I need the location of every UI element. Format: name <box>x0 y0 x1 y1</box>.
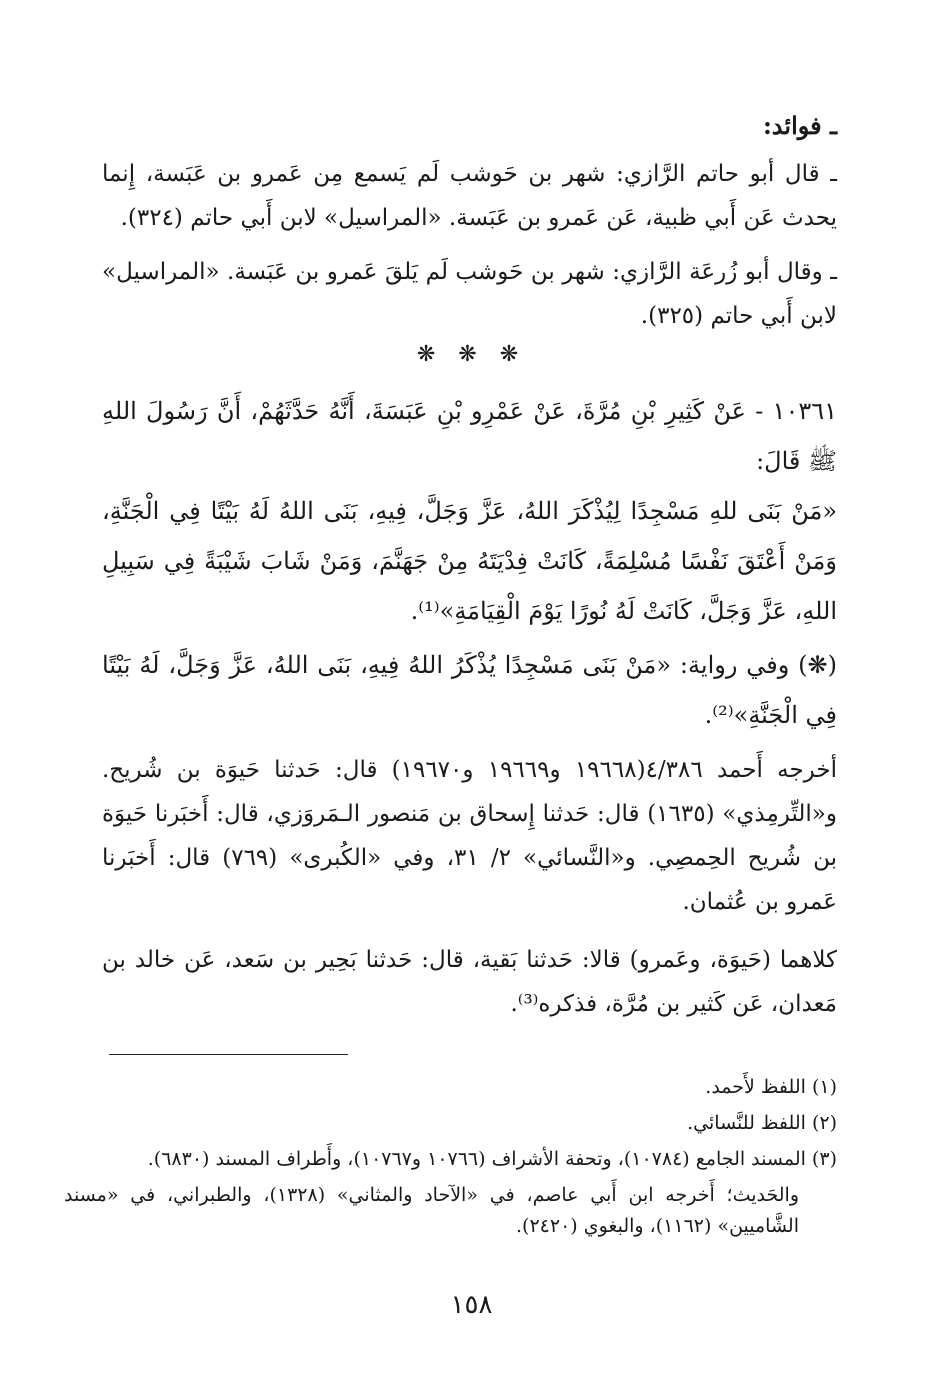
takhrij-chain-paragraph: كلاهما (حَيوَة، وعَمرو) قالا: حَدثنا بَقية، قال: حَدثنا بَحِير بن سَعد، عَن خالد بن مَعدان، عَن كَثير بن مُرَّة، فذكره⁽³⁾. <box>102 947 837 1017</box>
footnote-2: (٢) اللفظ للنَّسائي. <box>687 1112 837 1134</box>
footnote-1: (١) اللفظ لأَحمد. <box>705 1076 837 1098</box>
hadith-alternate-riwaya: (❋) وفي رواية: «مَنْ بَنَى مَسْجِدًا يُذْكَرُ اللهُ فِيهِ، بَنَى اللهُ، عَزَّ وَجَلَّ، لَهُ بَيْتًا فِي الْجَنَّةِ»⁽²⁾. <box>102 651 837 729</box>
note-abu-zurah: ـ وقال أبو زُرعَة الرَّازي: شهر بن حَوشب لَم يَلقَ عَمرو بن عَبَسة. «المراسيل» لابن أَبي حاتم (٣٢٥). <box>102 259 837 329</box>
hadith-isnad: ١٠٣٦١ - عَنْ كَثِيرِ بْنِ مُرَّةَ، عَنْ عَمْرِو بْنِ عَبَسَةَ، أَنَّهُ حَدَّثَهُمْ، أَنَّ رَسُولَ اللهِ ﷺ قَالَ: <box>102 397 837 475</box>
note-abu-hatim: ـ قال أبو حاتم الرَّازي: شهر بن حَوشب لَم يَسمع مِن عَمرو بن عَبَسة، إِنما يحدث عَن أَبي ظبية، عَن عَمرو بن عَبَسة. «المراسيل» لابن أَبي حاتم (٣٢٤). <box>102 161 837 231</box>
footnote-3: (٣) المسند الجامع (١٠٧٨٤)، وتحفة الأشراف (١٠٧٦٦ و١٠٧٦٧)، وأَطراف المسند (٦٨٣٠). <box>147 1148 837 1170</box>
page-number: ١٥٨ <box>450 1290 493 1320</box>
hadith-matn: «مَنْ بَنَى للهِ مَسْجِدًا لِيُذْكَرَ اللهُ، عَزَّ وَجَلَّ، فِيهِ، بَنَى اللهُ لَهُ بَيْتًا فِي الْجَنَّةِ، وَمَنْ أَعْتَقَ نَفْسًا مُسْلِمَةً، كَانَتْ فِدْيَتَهُ مِنْ جَهَنَّمَ، وَمَنْ شَابَ شَيْبَةً فِي سَبِيلِ اللهِ، عَزَّ وَجَلَّ، كَانَتْ لَهُ نُورًا يَوْمَ الْقِيَامَةِ»⁽¹⁾. <box>102 497 837 625</box>
footnote-divider <box>109 1054 348 1055</box>
footnote-3-continuation: والحَديث؛ أَخرجه ابن أَبي عاصم، في «الآحاد والمثاني» (١٣٢٨)، والطبراني، في «مسند الشَّاميين» (١١٦٢)، والبغوي (٢٤٢٠). <box>64 1184 799 1237</box>
section-heading: ـ فوائد: <box>762 111 837 140</box>
section-separator: ❋ ❋ ❋ <box>416 342 527 367</box>
takhrij-paragraph: أخرجه أَحمد ٤/٣٨٦(١٩٦٦٨ و١٩٦٦٩ و١٩٦٧٠) قال: حَدثنا حَيوَة بن شُريح. و«التِّرمِذي» (١٦٣٥) قال: حَدثنا إِسحاق بن مَنصور الـمَروَزي، قال: أَخبَرنا حَيوَة بن شُريح الحِمصِي. و«النَّسائي» ٢/ ٣١، وفي «الكُبرى» (٧٦٩) قال: أَخبَرنا عَمرو بن عُثمان. <box>102 757 837 915</box>
